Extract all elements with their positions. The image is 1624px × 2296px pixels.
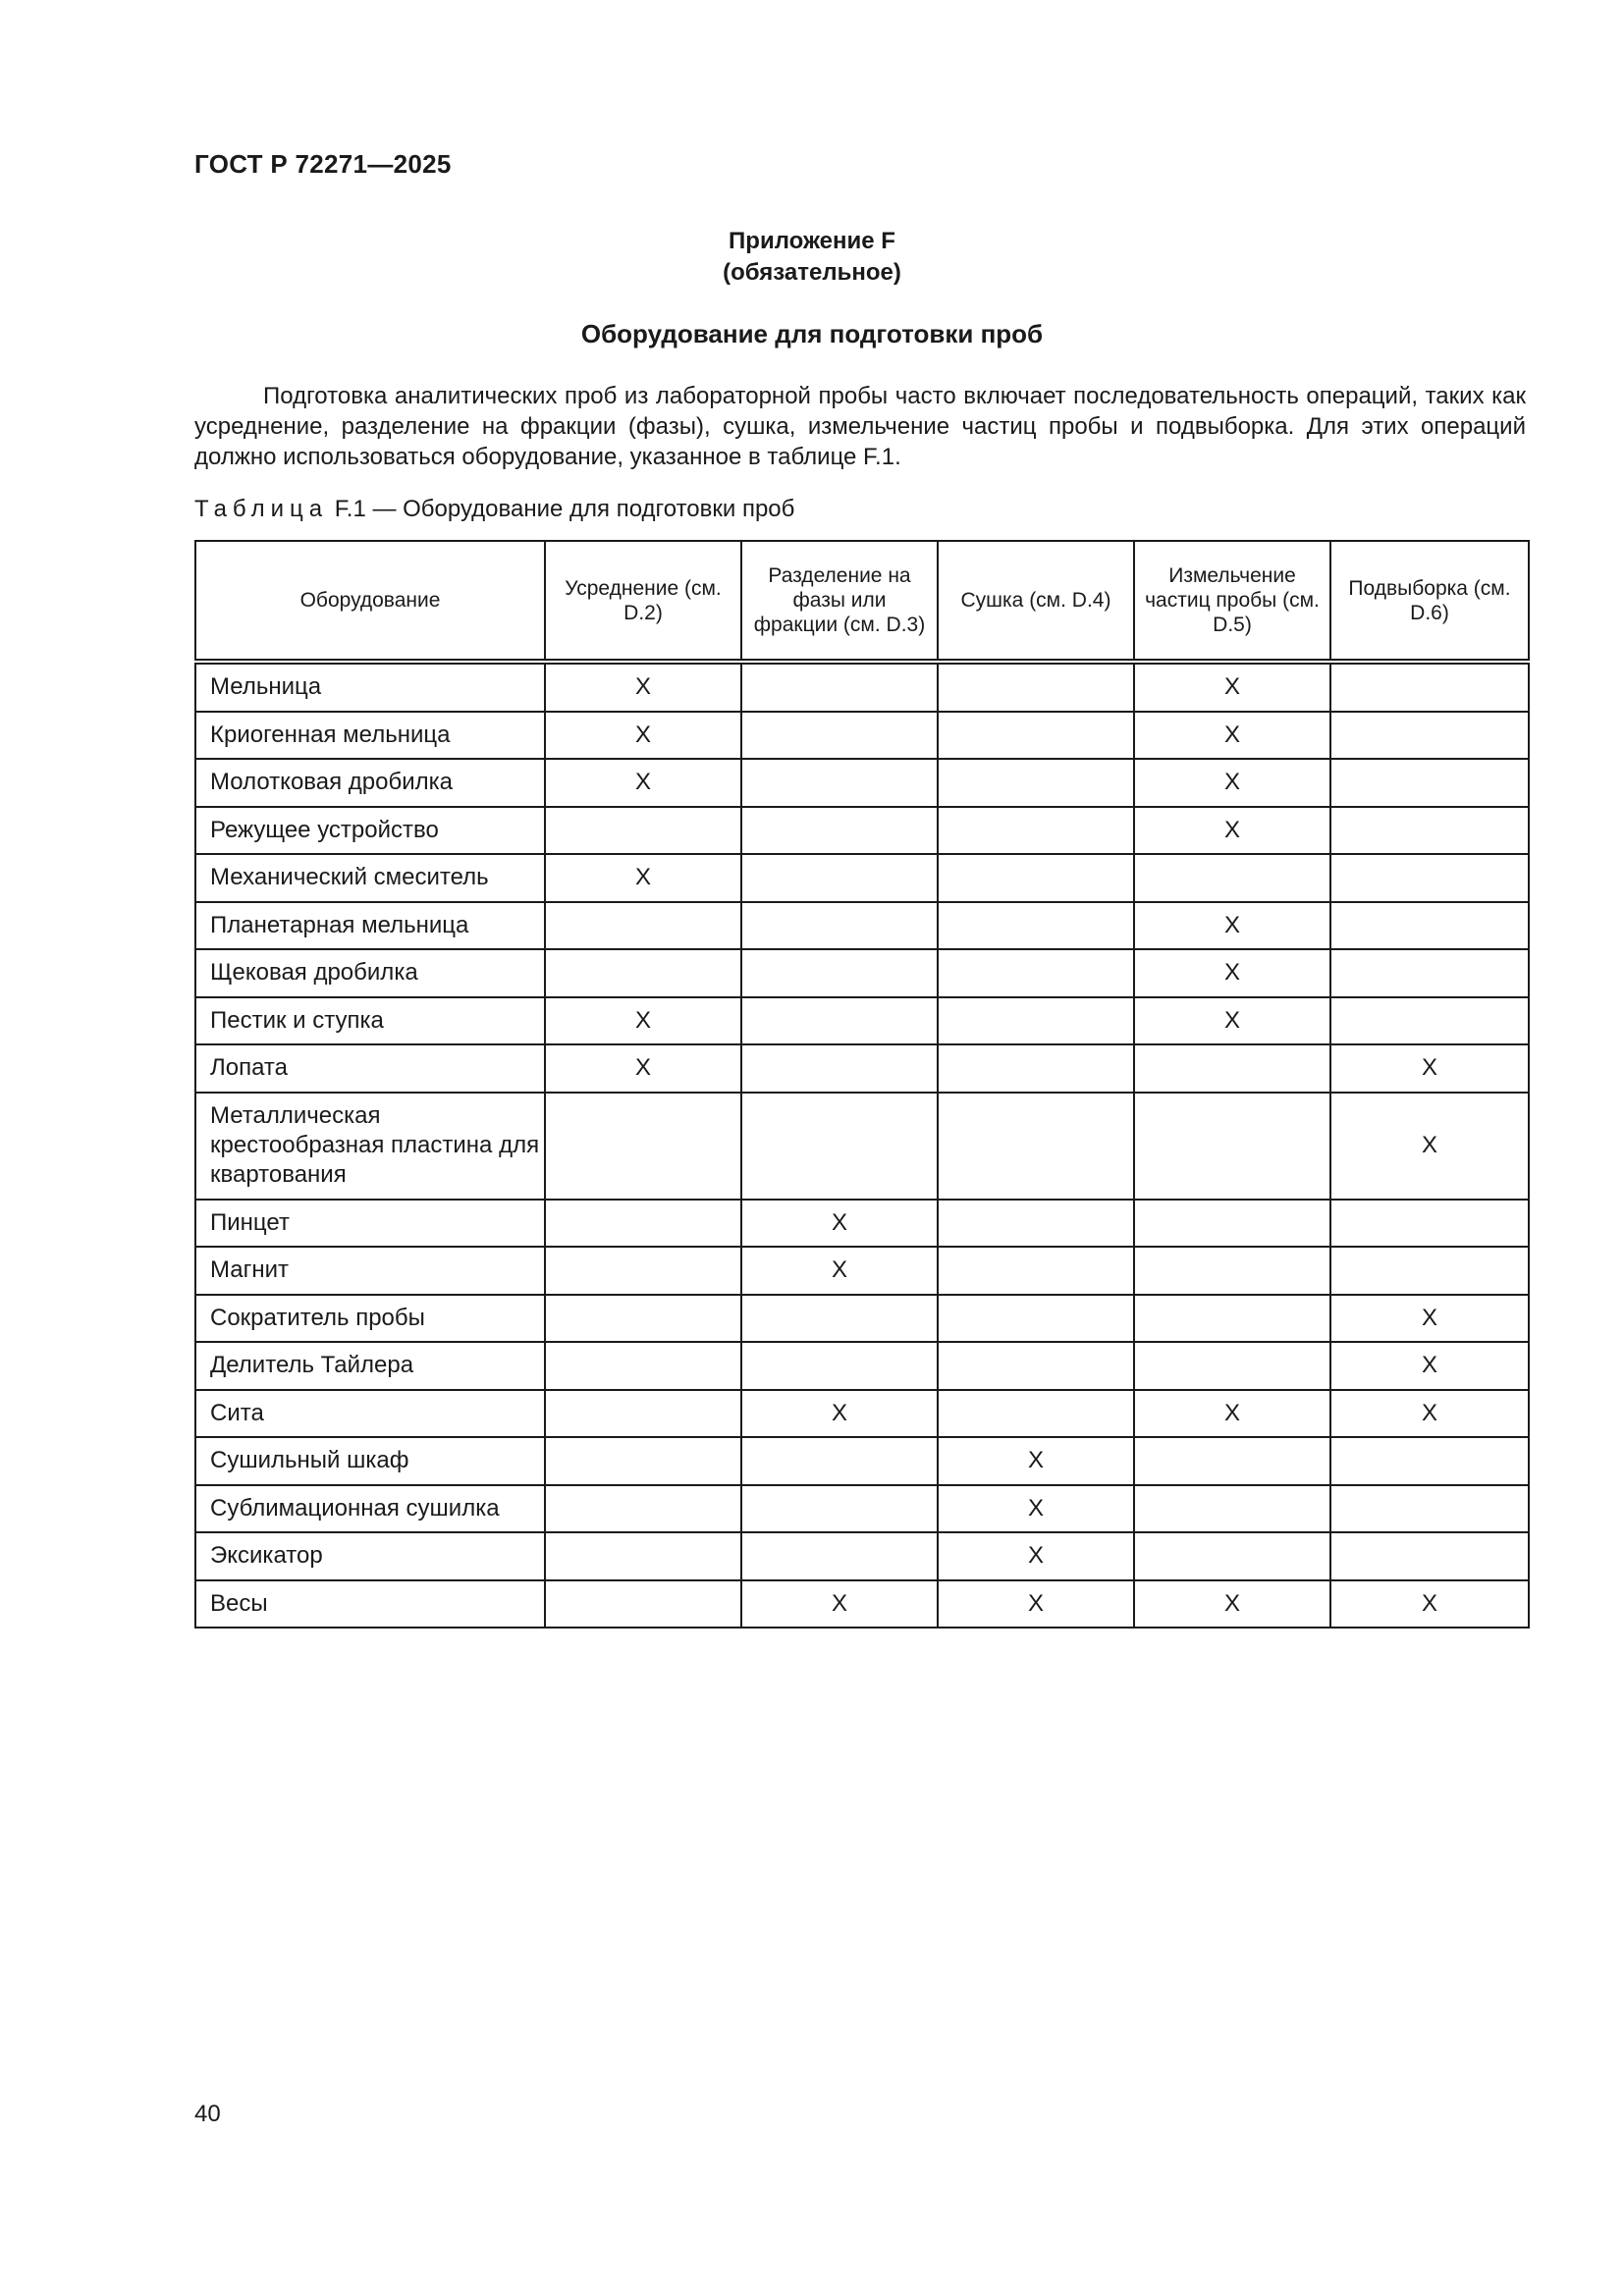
mark-cell: [545, 1247, 741, 1295]
equipment-name-cell: Мельница: [195, 662, 545, 712]
mark-cell: [938, 997, 1134, 1045]
table-row: [195, 997, 1529, 1045]
mark-cell: [938, 949, 1134, 997]
mark-cell: [545, 1200, 741, 1248]
mark-cell: [938, 1044, 1134, 1093]
column-header-subsampling: Подвыборка (см. D.6): [1330, 541, 1529, 662]
table-row: [195, 1295, 1529, 1343]
mark-cell: [1134, 1247, 1330, 1295]
mark-cell: X: [545, 759, 741, 807]
mark-cell: X: [741, 1580, 938, 1629]
mark-cell: X: [938, 1532, 1134, 1580]
mark-cell: [741, 1342, 938, 1390]
mark-cell: [741, 1093, 938, 1200]
mark-cell: [938, 1295, 1134, 1343]
mark-cell: X: [1134, 662, 1330, 712]
mark-cell: X: [1330, 1390, 1529, 1438]
mark-cell: [545, 949, 741, 997]
table-row: [195, 759, 1529, 807]
mark-cell: X: [1330, 1295, 1529, 1343]
table-caption: [194, 496, 794, 523]
table-row: [195, 662, 1529, 712]
column-header-grinding: Измельчение частиц пробы (см. D.5): [1134, 541, 1330, 662]
table-row: [195, 1580, 1529, 1629]
equipment-name-cell: Режущее устройство: [195, 807, 545, 855]
mark-cell: X: [1134, 949, 1330, 997]
mark-cell: [545, 1093, 741, 1200]
mark-cell: [545, 1342, 741, 1390]
mark-cell: [545, 1295, 741, 1343]
mark-cell: [545, 807, 741, 855]
mark-cell: X: [938, 1580, 1134, 1629]
mark-cell: [1134, 1200, 1330, 1248]
table-row: [195, 949, 1529, 997]
table-row: [195, 1247, 1529, 1295]
table-body: [195, 662, 1529, 1628]
table-header: [195, 541, 1529, 662]
table-caption-text: F.1 — Оборудование для подготовки проб: [334, 496, 795, 522]
equipment-name-cell: Щековая дробилка: [195, 949, 545, 997]
mark-cell: [741, 712, 938, 760]
mark-cell: X: [938, 1485, 1134, 1533]
mark-cell: [545, 902, 741, 950]
mark-cell: [938, 1093, 1134, 1200]
table-row: [195, 1532, 1529, 1580]
mark-cell: [1330, 1200, 1529, 1248]
table-row: [195, 807, 1529, 855]
equipment-name-cell: Магнит: [195, 1247, 545, 1295]
mark-cell: [741, 1437, 938, 1485]
mark-cell: [938, 759, 1134, 807]
mark-cell: [1134, 1093, 1330, 1200]
column-header-separation: Разделение на фазы или фракции (см. D.3): [741, 541, 938, 662]
table-row: [195, 854, 1529, 902]
mark-cell: [1134, 1532, 1330, 1580]
mark-cell: [1330, 949, 1529, 997]
equipment-name-cell: Эксикатор: [195, 1532, 545, 1580]
equipment-name-cell: Сита: [195, 1390, 545, 1438]
mark-cell: X: [741, 1200, 938, 1248]
mark-cell: [938, 1342, 1134, 1390]
mark-cell: [1330, 902, 1529, 950]
mark-cell: [741, 902, 938, 950]
mark-cell: X: [741, 1247, 938, 1295]
page-number: 40: [194, 2101, 221, 2127]
mark-cell: [1330, 997, 1529, 1045]
equipment-name-cell: Молотковая дробилка: [195, 759, 545, 807]
equipment-name-cell: Сублимационная сушилка: [195, 1485, 545, 1533]
mark-cell: X: [545, 1044, 741, 1093]
annex-heading: [0, 226, 1624, 289]
mark-cell: [938, 712, 1134, 760]
mark-cell: [1330, 1485, 1529, 1533]
mark-cell: [938, 902, 1134, 950]
mark-cell: X: [1134, 1390, 1330, 1438]
mark-cell: [741, 854, 938, 902]
table-row: [195, 1093, 1529, 1200]
mark-cell: [741, 1532, 938, 1580]
mark-cell: [1134, 1295, 1330, 1343]
equipment-name-cell: Металлическая крестообразная пластина для квартования: [195, 1093, 545, 1200]
mark-cell: [741, 1295, 938, 1343]
mark-cell: X: [938, 1437, 1134, 1485]
equipment-name-cell: Механический смеситель: [195, 854, 545, 902]
mark-cell: X: [1134, 902, 1330, 950]
mark-cell: [938, 1200, 1134, 1248]
equipment-name-cell: Криогенная мельница: [195, 712, 545, 760]
mark-cell: X: [1330, 1093, 1529, 1200]
mark-cell: [545, 1580, 741, 1629]
table-row: [195, 1200, 1529, 1248]
mark-cell: X: [545, 854, 741, 902]
table-row: [195, 1390, 1529, 1438]
document-header: ГОСТ Р 72271—2025: [194, 149, 452, 179]
column-header-drying: Сушка (см. D.4): [938, 541, 1134, 662]
mark-cell: [1330, 1247, 1529, 1295]
section-title: Оборудование для подготовки проб: [580, 319, 1044, 348]
equipment-table: [194, 540, 1530, 1629]
mark-cell: X: [545, 997, 741, 1045]
equipment-name-cell: Пестик и ступка: [195, 997, 545, 1045]
mark-cell: [1330, 854, 1529, 902]
column-header-averaging: Усреднение (см. D.2): [545, 541, 741, 662]
intro-paragraph: Подготовка аналитических проб из лабораторной пробы часто включает последовательность операций, таких как усреднение, разделение на фракции (фазы), сушка, измельчение частиц пробы и подвыборка. Для этих операций должно использоваться оборудование, указанное в таблице F.1.: [194, 383, 1526, 470]
mark-cell: [1330, 759, 1529, 807]
mark-cell: X: [1134, 1580, 1330, 1629]
mark-cell: [938, 1247, 1134, 1295]
mark-cell: [741, 949, 938, 997]
annex-title: Приложение F: [729, 228, 895, 254]
equipment-name-cell: Сократитель пробы: [195, 1295, 545, 1343]
mark-cell: [1134, 1485, 1330, 1533]
mark-cell: [545, 1437, 741, 1485]
mark-cell: [741, 997, 938, 1045]
table-row: [195, 902, 1529, 950]
equipment-name-cell: Сушильный шкаф: [195, 1437, 545, 1485]
mark-cell: X: [1134, 759, 1330, 807]
mark-cell: [741, 662, 938, 712]
mark-cell: X: [1330, 1044, 1529, 1093]
table-row: [195, 1044, 1529, 1093]
table-row: [195, 712, 1529, 760]
mark-cell: [545, 1532, 741, 1580]
mark-cell: X: [545, 662, 741, 712]
table-caption-label: Таблица: [194, 496, 329, 522]
mark-cell: [1330, 662, 1529, 712]
mark-cell: [1134, 1044, 1330, 1093]
mark-cell: [1330, 712, 1529, 760]
mark-cell: [1330, 1532, 1529, 1580]
mark-cell: [741, 807, 938, 855]
mark-cell: X: [741, 1390, 938, 1438]
mark-cell: X: [1134, 807, 1330, 855]
mark-cell: [545, 1485, 741, 1533]
mark-cell: [545, 1390, 741, 1438]
equipment-name-cell: Лопата: [195, 1044, 545, 1093]
mark-cell: [1330, 1437, 1529, 1485]
mark-cell: X: [1330, 1342, 1529, 1390]
mark-cell: [938, 807, 1134, 855]
mark-cell: X: [545, 712, 741, 760]
mark-cell: [938, 1390, 1134, 1438]
mark-cell: [938, 854, 1134, 902]
column-header-equipment: Оборудование: [195, 541, 545, 662]
mark-cell: X: [1134, 712, 1330, 760]
table-row: [195, 1437, 1529, 1485]
mark-cell: X: [1134, 997, 1330, 1045]
equipment-name-cell: Весы: [195, 1580, 545, 1629]
mark-cell: X: [1330, 1580, 1529, 1629]
annex-status: (обязательное): [723, 259, 901, 286]
mark-cell: [741, 1044, 938, 1093]
mark-cell: [938, 662, 1134, 712]
mark-cell: [1330, 807, 1529, 855]
equipment-name-cell: Планетарная мельница: [195, 902, 545, 950]
header-row: [195, 541, 1529, 662]
table-row: [195, 1342, 1529, 1390]
equipment-name-cell: Делитель Тайлера: [195, 1342, 545, 1390]
equipment-name-cell: Пинцет: [195, 1200, 545, 1248]
mark-cell: [1134, 1437, 1330, 1485]
table-row: [195, 1485, 1529, 1533]
mark-cell: [1134, 854, 1330, 902]
mark-cell: [741, 759, 938, 807]
mark-cell: [1134, 1342, 1330, 1390]
mark-cell: [741, 1485, 938, 1533]
